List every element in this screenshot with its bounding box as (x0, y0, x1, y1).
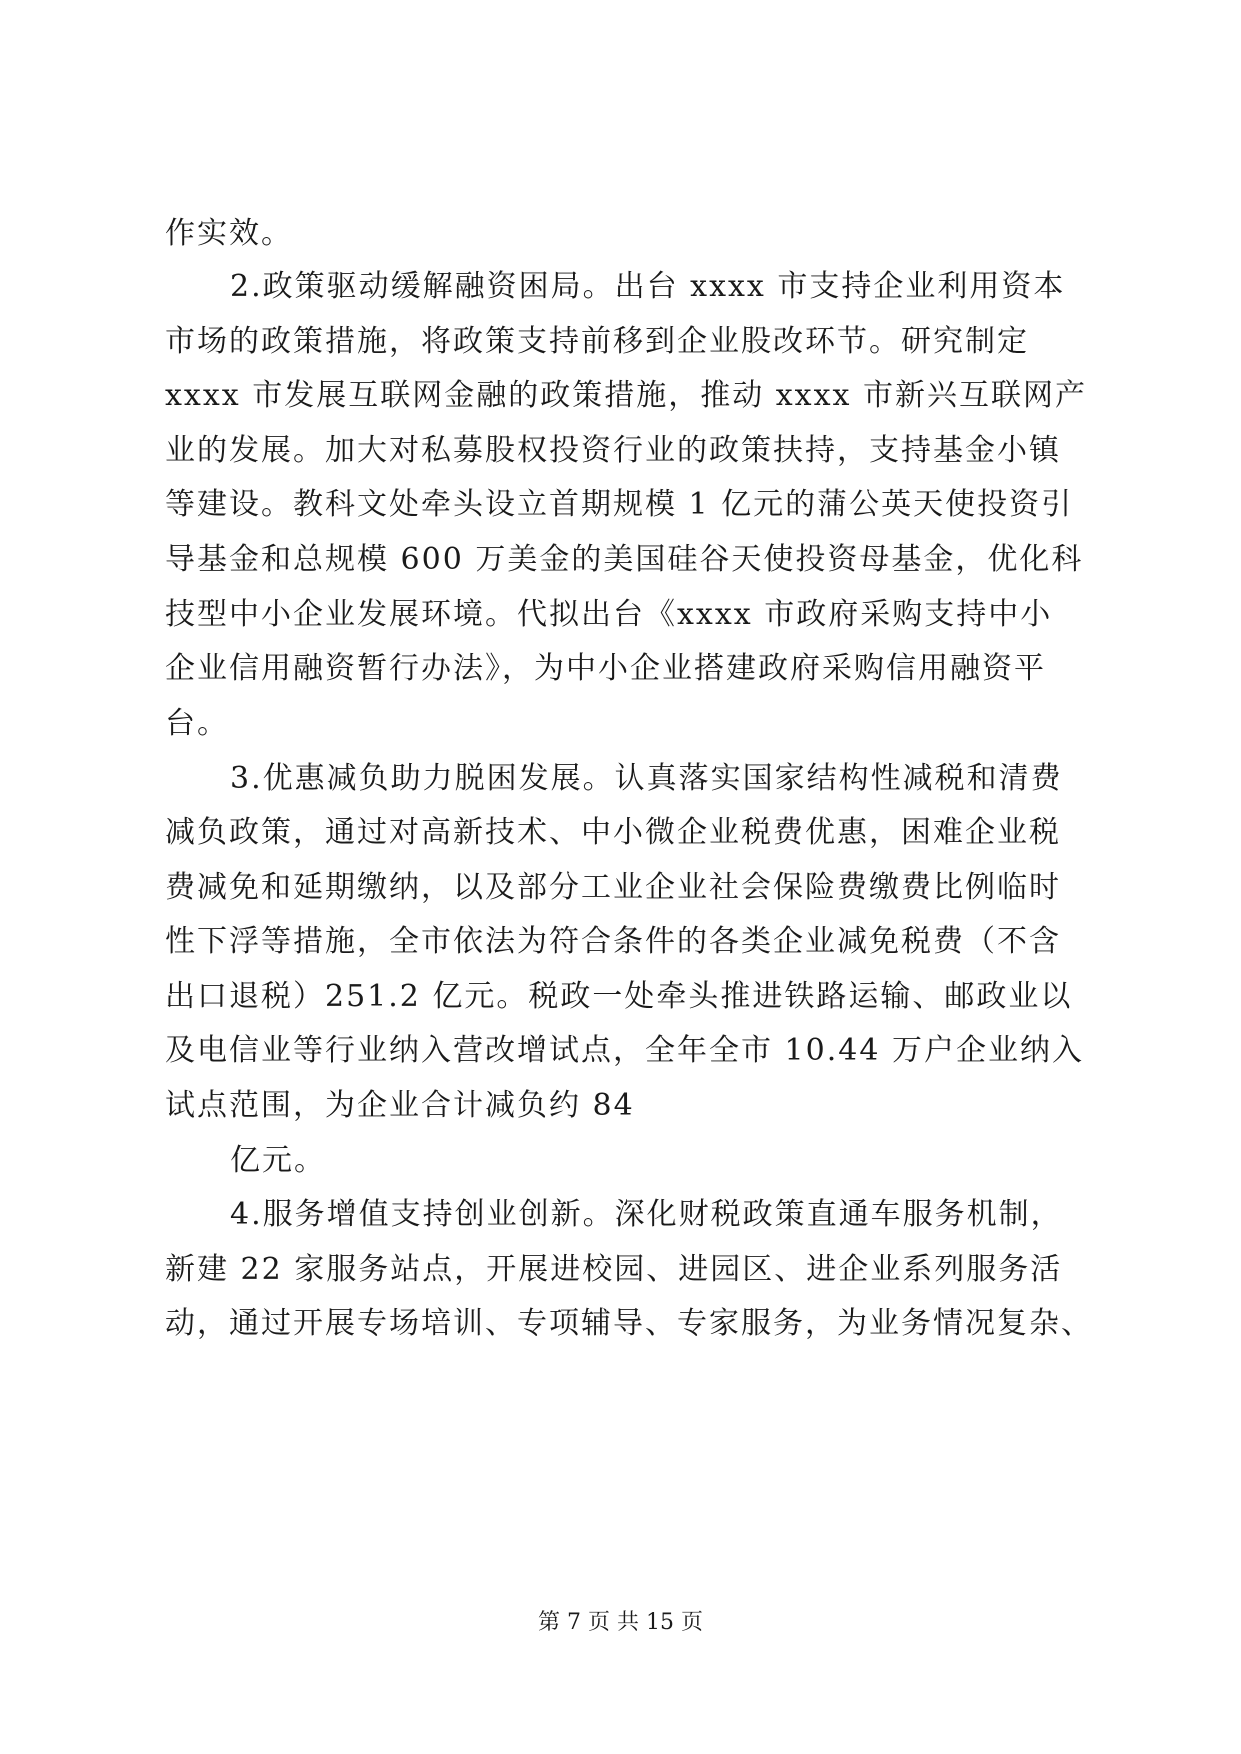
text-line: 4.服务增值支持创业创新。深化财税政策直通车服务机制， (230, 1197, 1063, 1232)
text-line: 出口退税）251.2 亿元。税政一处牵头推进铁路运输、邮政业以 (165, 979, 1073, 1014)
text-line: 导基金和总规模 600 万美金的美国硅谷天使投资母基金，优化科 (165, 542, 1084, 577)
text-line: 试点范围，为企业合计减负约 84 (165, 1088, 635, 1123)
text-line: xxxx 市发展互联网金融的政策措施，推动 xxxx 市新兴互联网产 (165, 378, 1087, 413)
text-line: 亿元。 (230, 1143, 326, 1178)
text-line: 3.优惠减负助力脱困发展。认真落实国家结构性减税和清费 (230, 761, 1063, 796)
text-line: 作实效。 (165, 216, 293, 251)
text-line: 动，通过开展专场培训、专项辅导、专家服务，为业务情况复杂、 (165, 1306, 1093, 1341)
text-line: 等建设。教科文处牵头设立首期规模 1 亿元的蒲公英天使投资引 (165, 487, 1074, 522)
page-number-footer: 第 7 页 共 15 页 (538, 1610, 703, 1635)
text-line: 及电信业等行业纳入营改增试点，全年全市 10.44 万户企业纳入 (165, 1033, 1084, 1068)
text-line: 新建 22 家服务站点，开展进校园、进园区、进企业系列服务活 (165, 1252, 1063, 1287)
text-line: 市场的政策措施，将政策支持前移到企业股改环节。研究制定 (165, 324, 1029, 359)
text-line: 技型中小企业发展环境。代拟出台《xxxx 市政府采购支持中小 (165, 597, 1053, 632)
text-line: 台。 (165, 706, 229, 741)
text-line: 业的发展。加大对私募股权投资行业的政策扶持，支持基金小镇 (165, 433, 1061, 468)
text-line: 费减免和延期缴纳，以及部分工业企业社会保险费缴费比例临时 (165, 870, 1061, 905)
text-line: 减负政策，通过对高新技术、中小微企业税费优惠，困难企业税 (165, 815, 1061, 850)
text-line: 企业信用融资暂行办法》，为中小企业搭建政府采购信用融资平 (165, 651, 1046, 686)
text-line: 2.政策驱动缓解融资困局。出台 xxxx 市支持企业利用资本 (230, 269, 1066, 304)
text-line: 性下浮等措施，全市依法为符合条件的各类企业减免税费（不含 (165, 924, 1061, 959)
